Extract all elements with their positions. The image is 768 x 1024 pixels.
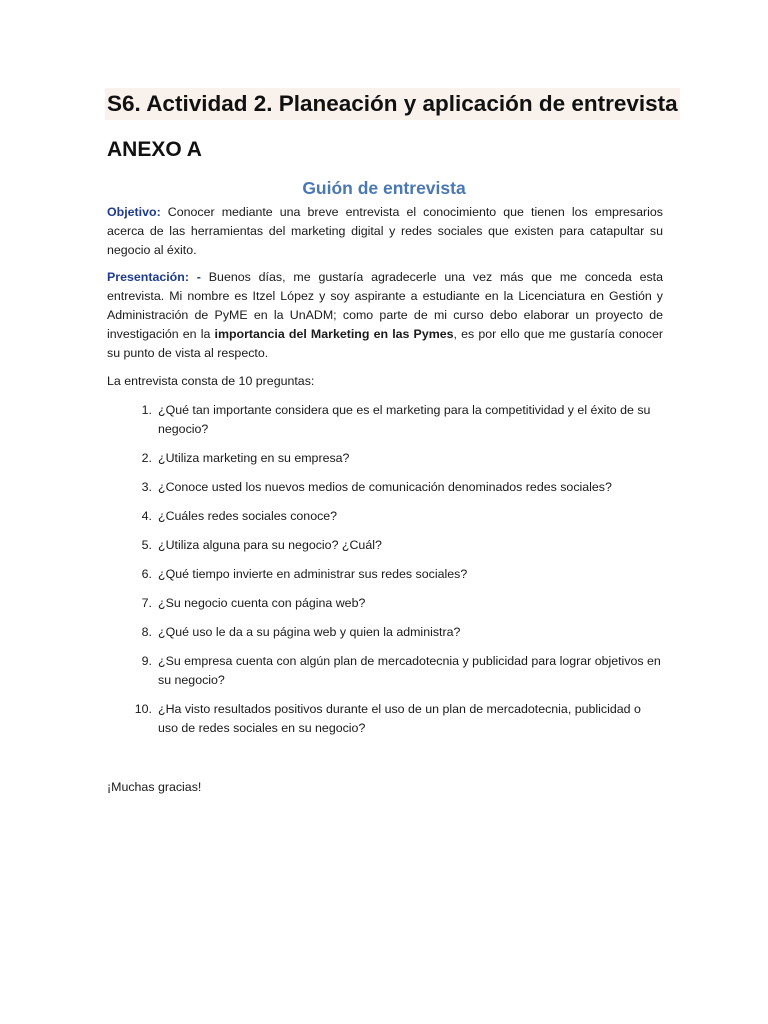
question-text: ¿Ha visto resultados positivos durante el uso de un plan de mercadotecnia, publicidad o uso de redes sociales en su negocio? bbox=[158, 702, 641, 735]
question-number: 1. bbox=[141, 403, 152, 417]
question-text: ¿Cuáles redes sociales conoce? bbox=[158, 509, 338, 523]
question-item bbox=[107, 623, 663, 642]
question-number: 4. bbox=[141, 509, 152, 523]
question-text: ¿Su negocio cuenta con página web? bbox=[158, 596, 366, 610]
presentation-paragraph bbox=[107, 268, 663, 363]
question-number: 5. bbox=[141, 538, 152, 552]
question-text: ¿Su empresa cuenta con algún plan de mercadotecnia y publicidad para lograr objetivos en su negocio? bbox=[158, 654, 661, 687]
closing-thanks: ¡Muchas gracias! bbox=[107, 780, 202, 794]
annex-heading: ANEXO A bbox=[107, 138, 202, 161]
question-item bbox=[107, 565, 663, 584]
question-item bbox=[107, 594, 663, 613]
question-item bbox=[107, 536, 663, 555]
question-item bbox=[107, 449, 663, 468]
question-item bbox=[107, 478, 663, 497]
questions-intro: La entrevista consta de 10 preguntas: bbox=[107, 374, 315, 388]
presentation-text-end: , es por ello que me gustaría conocer su punto de vista al respecto. bbox=[107, 327, 664, 360]
questions-list bbox=[107, 401, 663, 738]
interview-script-subtitle: Guión de entrevista bbox=[302, 178, 466, 198]
objective-text: Conocer mediante una breve entrevista el conocimiento que tienen los empresarios acerca de las herramientas del marketing digital y redes sociales que existen para catapultar su negocio al éxito. bbox=[107, 205, 663, 257]
question-text: ¿Utiliza alguna para su negocio? ¿Cuál? bbox=[158, 538, 382, 552]
objective-paragraph bbox=[107, 203, 663, 260]
question-number: 7. bbox=[141, 596, 152, 610]
question-item bbox=[107, 700, 663, 738]
presentation-text: Buenos días, me gustaría agradecerle una vez más que me conceda esta entrevista. Mi nombre es Itzel López y soy aspirante a estudiante en la Licenciatura en Gestión y Administración de PyME en la UnADM; como parte de mi curso debo elaborar un proyecto de investigación en la bbox=[107, 270, 664, 341]
question-item bbox=[107, 507, 663, 526]
document-title: S6. Actividad 2. Planeación y aplicación de entrevista bbox=[105, 88, 680, 120]
question-text: ¿Utiliza marketing en su empresa? bbox=[158, 451, 350, 465]
question-number: 6. bbox=[141, 567, 152, 581]
question-item bbox=[107, 652, 663, 690]
question-text: ¿Conoce usted los nuevos medios de comunicación denominados redes sociales? bbox=[158, 480, 612, 494]
question-text: ¿Qué tiempo invierte en administrar sus redes sociales? bbox=[158, 567, 468, 581]
question-number: 2. bbox=[141, 451, 152, 465]
question-text: ¿Qué uso le da a su página web y quien la administra? bbox=[158, 625, 461, 639]
question-item bbox=[107, 401, 663, 439]
presentation-label: Presentación: - bbox=[107, 270, 201, 284]
question-number: 10. bbox=[134, 702, 152, 716]
question-number: 8. bbox=[141, 625, 152, 639]
presentation-emphasis: importancia del Marketing en las Pymes bbox=[214, 327, 454, 341]
objective-label: Objetivo: bbox=[107, 205, 161, 219]
question-text: ¿Qué tan importante considera que es el marketing para la competitividad y el éxito de su negocio? bbox=[158, 403, 651, 436]
question-number: 3. bbox=[141, 480, 152, 494]
question-number: 9. bbox=[141, 654, 152, 668]
document-body bbox=[107, 203, 663, 748]
